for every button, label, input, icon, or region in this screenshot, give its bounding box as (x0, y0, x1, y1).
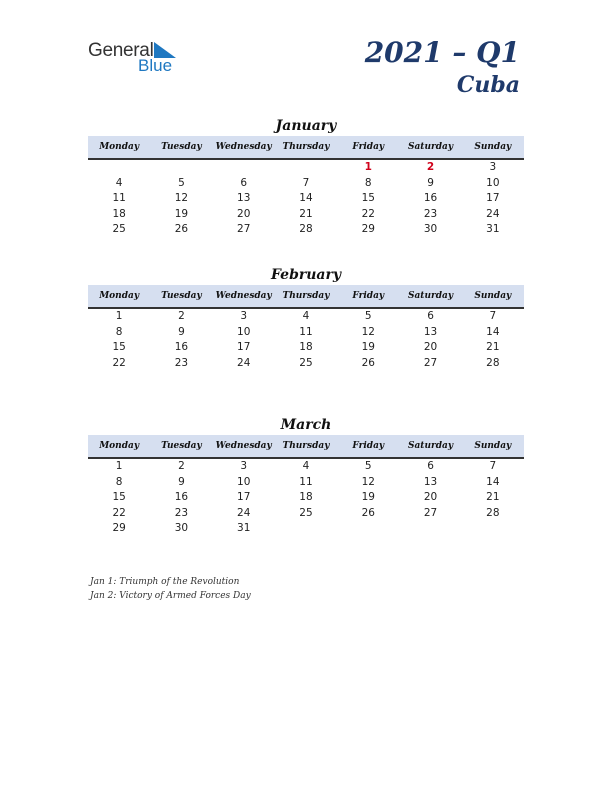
day-cell: 17 (237, 341, 251, 353)
holiday-note: Jan 1: Triumph of the Revolution (90, 577, 240, 587)
day-cell: 3 (489, 161, 497, 173)
day-cell: 15 (361, 192, 375, 204)
month-grid (88, 309, 524, 371)
weekday-label: Wednesday (215, 441, 272, 451)
day-cell: 27 (423, 356, 438, 369)
day-cell: 10 (486, 176, 500, 189)
day-cell: 27 (237, 223, 251, 235)
week-row (88, 475, 524, 491)
weekday-label: Saturday (407, 142, 454, 152)
day-cell: 30 (423, 223, 438, 235)
empty-day-cell (399, 521, 461, 537)
month-grid (88, 160, 524, 238)
day-cell: 9 (178, 475, 185, 488)
day-cell: 4 (302, 310, 310, 322)
day-cell: 9 (427, 176, 434, 189)
day-cell: 23 (423, 207, 438, 220)
day-cell: 11 (112, 192, 126, 204)
day-cell: 21 (486, 341, 500, 353)
week-row (88, 160, 524, 176)
week-row (88, 191, 524, 207)
weekday-label: Monday (99, 441, 140, 451)
day-cell: 22 (112, 356, 126, 369)
week-row (88, 207, 524, 223)
day-cell: 8 (115, 325, 123, 338)
day-cell: 7 (489, 460, 497, 472)
weekday-label: Monday (99, 291, 140, 301)
day-cell: 26 (174, 223, 189, 235)
day-cell: 18 (299, 491, 313, 503)
month-title: February (270, 267, 341, 283)
empty-day-cell (462, 521, 524, 537)
day-cell: 25 (299, 356, 313, 369)
week-row (88, 222, 524, 238)
weekday-label: Friday (352, 441, 385, 451)
day-cell: 18 (299, 341, 313, 353)
empty-day-cell (275, 521, 337, 537)
day-cell: 3 (240, 460, 248, 472)
day-cell: 2 (178, 460, 185, 472)
day-cell: 18 (112, 207, 126, 220)
weekday-label: Wednesday (215, 291, 272, 301)
weekday-header (88, 285, 524, 309)
month-title: March (280, 417, 332, 433)
day-cell: 21 (486, 491, 500, 503)
weekday-label: Friday (352, 142, 385, 152)
day-cell: 1 (115, 460, 123, 472)
month-grid (88, 459, 524, 537)
day-cell: 25 (299, 506, 313, 519)
empty-day-cell (213, 160, 275, 176)
day-cell: 22 (361, 207, 375, 220)
day-cell: 30 (174, 522, 189, 534)
day-cell: 21 (299, 207, 313, 220)
day-cell: 31 (486, 223, 500, 235)
day-cell: 12 (361, 325, 375, 338)
day-cell: 26 (361, 356, 375, 369)
week-row (88, 356, 524, 372)
week-row (88, 521, 524, 537)
day-cell: 19 (361, 491, 375, 503)
logo (88, 38, 188, 78)
day-cell: 19 (361, 341, 375, 353)
day-cell: 27 (423, 506, 438, 519)
day-cell: 16 (174, 341, 189, 353)
week-row (88, 506, 524, 522)
holiday-note: Jan 2: Victory of Armed Forces Day (90, 590, 251, 601)
day-cell: 8 (115, 475, 123, 488)
weekday-label: Tuesday (161, 142, 202, 152)
day-cell: 2 (426, 161, 435, 173)
weekday-label: Friday (352, 291, 385, 301)
day-cell: 31 (237, 522, 251, 534)
day-cell: 12 (361, 475, 375, 488)
day-cell: 28 (486, 356, 500, 369)
empty-day-cell (150, 160, 212, 176)
day-cell: 24 (486, 207, 500, 220)
day-cell: 1 (364, 161, 372, 173)
day-cell: 3 (240, 310, 248, 322)
day-cell: 17 (486, 192, 500, 204)
weekday-label: Tuesday (161, 441, 202, 451)
day-cell: 24 (237, 356, 251, 369)
day-cell: 29 (112, 522, 126, 534)
weekday-label: Monday (99, 142, 140, 152)
empty-day-cell (337, 521, 399, 537)
holiday-notes (90, 576, 251, 603)
day-cell: 4 (302, 460, 310, 472)
day-cell: 23 (174, 506, 189, 519)
weekday-label: Thursday (282, 291, 330, 301)
week-row (88, 176, 524, 192)
day-cell: 13 (423, 475, 438, 488)
day-cell: 16 (423, 192, 438, 204)
week-row (88, 459, 524, 475)
day-cell: 7 (302, 176, 310, 189)
quarter-title: 2021 – Q1 (364, 36, 520, 69)
day-cell: 13 (237, 192, 251, 204)
day-cell: 10 (237, 325, 251, 338)
day-cell: 20 (237, 207, 251, 220)
weekday-header (88, 136, 524, 160)
logo-word-blue: Blue (138, 56, 173, 75)
day-cell: 24 (237, 506, 251, 519)
day-cell: 25 (112, 223, 126, 235)
day-cell: 5 (178, 176, 185, 189)
empty-day-cell (275, 160, 337, 176)
month-march (88, 415, 524, 537)
day-cell: 5 (364, 460, 372, 472)
day-cell: 22 (112, 506, 126, 519)
weekday-header (88, 435, 524, 459)
weekday-label: Wednesday (215, 142, 272, 152)
weekday-label: Sunday (474, 441, 512, 451)
day-cell: 14 (486, 325, 500, 338)
day-cell: 11 (299, 475, 313, 488)
weekday-label: Tuesday (161, 291, 202, 301)
day-cell: 23 (174, 356, 189, 369)
week-row (88, 340, 524, 356)
month-title: January (275, 118, 337, 134)
day-cell: 6 (427, 460, 434, 472)
logo-word-general: General (88, 40, 154, 61)
day-cell: 8 (364, 176, 372, 189)
day-cell: 7 (489, 310, 497, 322)
day-cell: 12 (174, 192, 189, 204)
page-title (365, 36, 520, 100)
day-cell: 20 (423, 491, 438, 503)
day-cell: 15 (112, 341, 126, 353)
day-cell: 13 (423, 325, 438, 338)
day-cell: 6 (427, 310, 434, 322)
weekday-label: Sunday (474, 291, 512, 301)
day-cell: 6 (240, 176, 248, 189)
day-cell: 10 (237, 475, 251, 488)
day-cell: 5 (364, 310, 372, 322)
weekday-label: Saturday (407, 441, 454, 451)
day-cell: 28 (486, 506, 500, 519)
day-cell: 17 (237, 491, 251, 503)
weekday-label: Thursday (282, 441, 330, 451)
weekday-label: Thursday (282, 142, 330, 152)
week-row (88, 325, 524, 341)
day-cell: 14 (299, 192, 313, 204)
month-february (88, 265, 524, 371)
day-cell: 2 (178, 310, 185, 322)
week-row (88, 309, 524, 325)
day-cell: 9 (178, 325, 185, 338)
weekday-label: Sunday (474, 142, 512, 152)
weekday-label: Saturday (407, 291, 454, 301)
day-cell: 20 (423, 341, 438, 353)
country-name: Cuba (456, 72, 520, 98)
week-row (88, 490, 524, 506)
day-cell: 19 (174, 207, 189, 220)
month-january (88, 116, 524, 238)
empty-day-cell (88, 160, 150, 176)
day-cell: 26 (361, 506, 375, 519)
day-cell: 4 (115, 176, 123, 189)
day-cell: 28 (299, 223, 313, 235)
day-cell: 15 (112, 491, 126, 503)
day-cell: 29 (361, 223, 375, 235)
day-cell: 14 (486, 475, 500, 488)
day-cell: 1 (115, 310, 123, 322)
day-cell: 11 (299, 325, 313, 338)
day-cell: 16 (174, 491, 189, 503)
